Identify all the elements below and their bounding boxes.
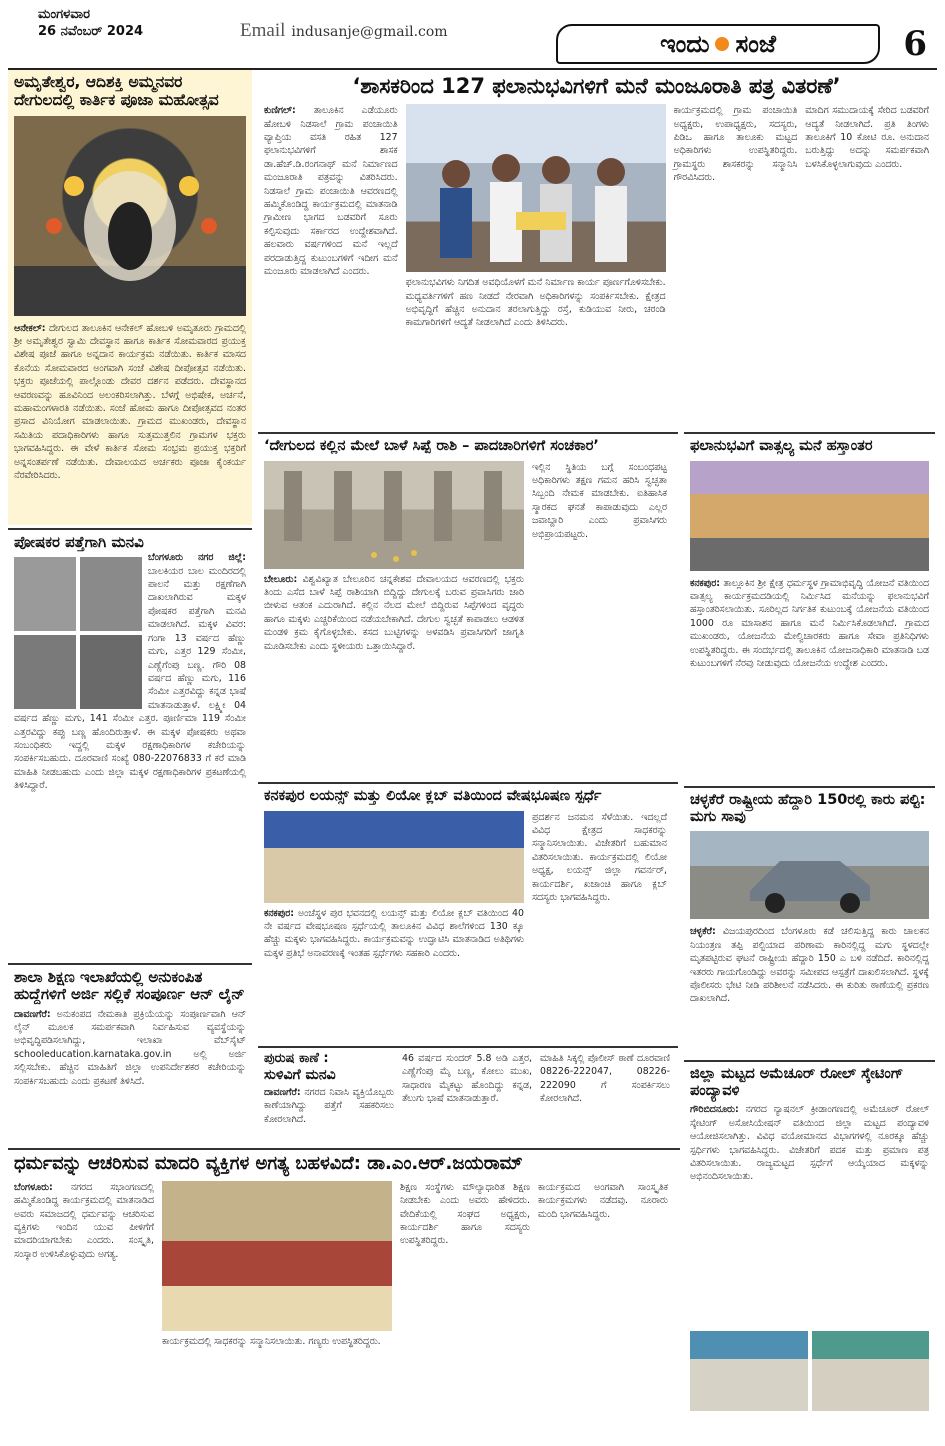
masthead [8,0,937,70]
body-text: ತಾಲ್ಲೂಕಿನ ಶ್ರೀ ಕ್ಷೇತ್ರ ಧರ್ಮಸ್ಥಳ ಗ್ರಾಮಾಭಿವೃದ್ಧಿ ಯೋಜನೆ ವತಿಯಿಂದ ವಾತ್ಸಲ್ಯ ಕಾರ್ಯಕ್ರಮದಡಿಯಲ್ಲಿ ನಿರ್ಮಿಸಿದ ಮನೆಯನ್ನು ಫಲಾನುಭವಿಗೆ ಹಸ್ತಾಂತರಿಸಲಾಯಿತು. ಸೂರಿಲ್ಲದ ನಿರ್ಗತಿಕ ಕುಟುಂಬಕ್ಕೆ ಯೋಜನೆಯ ವತಿಯಿಂದ 1000 ರೂ ಮಾಸಾಶನ ಹಾಗೂ ಮನೆ ನಿರ್ಮಿಸಿಕೊಡಲಾಗಿದೆ. ಗ್ರಾಮದ ಮುಖಂಡರು, ಯೋಜನೆಯ ಮೇಲ್ವಿಚಾರಕರು ಹಾಗೂ ಸೇವಾ ಪ್ರತಿನಿಧಿಗಳು ಉಪಸ್ಥಿತರಿದ್ದರು. ಈ ಸಂದರ್ಭದಲ್ಲಿ ತಾಲೂಕಿನ ಯೋಜನಾಧಿಕಾರಿ ಮಾತನಾಡಿ ಬಡ ಕುಟುಂಬಗಳಿಗೆ ನೆರವು ನೀಡುವುದು ಯೋಜನೆಯ ಉದ್ದೇಶ ಎಂದರು. [690,577,929,670]
headline: ‘ಶಾಸಕರಿಂದ 127 ಫಲಾನುಭವಿಗಳಿಗೆ ಮನೆ ಮಂಜೂರಾತಿ ಪತ್ರ ವಿತರಣೆ’ [352,74,841,98]
story-column: ಕಾರ್ಯಕ್ರಮದಲ್ಲಿ ಗ್ರಾಮ ಪಂಚಾಯಿತಿ ಅಧ್ಯಕ್ಷರು, ಉಪಾಧ್ಯಕ್ಷರು, ಸದಸ್ಯರು, ಪಿಡಿಒ ಹಾಗೂ ತಾಲೂಕು ಮಟ್ಟದ ಅಧಿಕಾರಿಗಳು ಉಪಸ್ಥಿತರಿದ್ದರು. ಗ್ರಾಮಸ್ಥರು ಶಾಸಕರನ್ನು ಸನ್ಮಾನಿಸಿ ಗೌರವಿಸಿದರು. [673,105,798,184]
banana-left [264,461,524,653]
children-photo-grid [14,557,142,709]
dateline: ದಾವಣಗೆರೆ: [14,1008,51,1020]
madara-story [8,1148,680,1440]
pillars-illustration [264,461,524,569]
email-label: Email [240,20,286,41]
body-text: ದೇಗುಲ ಸ್ವಚ್ಛತೆ ಕಾಪಾಡಲು ಆಡಳಿತ ಮಂಡಳಿ ಕ್ರಮ ಕೈಗೊಳ್ಳಬೇಕು. ಕಸದ ಬುಟ್ಟಿಗಳನ್ನು ಅಳವಡಿಸಿ ಪ್ರವಾಸಿಗರಿಗೆ ಜಾಗೃತಿ ಮೂಡಿಸಬೇಕು ಎಂದು ಸ್ಥಳೀಯರು ಒತ್ತಾಯಿಸಿದ್ದಾರೆ. [264,613,524,652]
skating-story [684,1060,935,1440]
car-photo [690,831,929,919]
temple-festival-story [8,70,252,525]
banana-peel-story [258,432,678,780]
kicker: ಪುರುಷ ಕಾಣೆ : [264,1051,329,1066]
email-address[interactable]: indusanje@gmail.com [291,24,448,40]
paper-logo-left: ಇಂದು [660,30,710,58]
story-column: ಕಾರ್ಯಕ್ರಮದಲ್ಲಿ ಸಾಧಕರನ್ನು ಸನ್ಮಾನಿಸಲಾಯಿತು. ಗಣ್ಯರು ಉಪಸ್ಥಿತರಿದ್ದರು. [162,1335,381,1347]
deity-illustration [14,116,246,316]
headline: ಸುಳಿವಿಗೆ ಮನವಿ [264,1066,336,1083]
child-photo [80,557,142,631]
body-text: ದೇಗುಲದ ತಾಲೂಕಿನ ಆನೇಕಲ್ ಹೋಬಳಿ ಅಮೃತೂರು ಗ್ರಾಮದಲ್ಲಿ ಶ್ರೀ ಅಮೃತೇಶ್ವರ ಸ್ವಾಮಿ ದೇವಸ್ಥಾನ ಹಾಗೂ ಕಾರ್ತಿಕ ಸೋಮವಾರದ ಪ್ರಯುಕ್ತ ವಿಶೇಷ ಪೂಜೆ ಹಾಗೂ ಅನ್ನದಾನ ಕಾರ್ಯಕ್ರಮ ನಡೆಯಿತು. ಕಾರ್ತಿಕ ಮಾಸದ ಕೊನೆಯ ಸೋಮವಾರದ ಅಂಗವಾಗಿ ಸಂಜೆ ವಿಶೇಷ ದೀಪೋತ್ಸವ ನಡೆಯಿತು. ಭಕ್ತರು ಪೂಜೆಯಲ್ಲಿ ಪಾಲ್ಗೊಂಡು ದೇವರ ದರ್ಶನ ಪಡೆದರು. ದೇವಸ್ಥಾನದ ಆವರಣವನ್ನು ಹೂವಿನಿಂದ ಅಲಂಕರಿಸಲಾಗಿತ್ತು. ಬೆಳಗ್ಗೆ ಅಭಿಷೇಕ, ಅರ್ಚನೆ, ಮಹಾಮಂಗಳಾರತಿ ನಡೆಯಿತು. ಸಂಜೆ ಹೋಮ ಹಾಗೂ ದೀಪೋತ್ಸವದ ನಂತರ ಪ್ರಸಾದ ವಿನಿಯೋಗ ಮಾಡಲಾಯಿತು. ಗ್ರಾಮದ ಮುಖಂಡರು, ದೇವಸ್ಥಾನ ಸಮಿತಿಯ ಪದಾಧಿಕಾರಿಗಳು ಹಾಗೂ ಸುತ್ತಮುತ್ತಲಿನ ಗ್ರಾಮಗಳ ಭಕ್ತರು ಭಾಗವಹಿಸಿದ್ದರು. ಈ ವೇಳೆ ಕಾರ್ತಿಕ ಸೋಮ ಸಂಭ್ರಮ ಪ್ರಯುಕ್ತ ಭಕ್ತರಿಗೆ ಅನ್ನಸಂತರ್ಪಣೆ ನಡೆಯಿತು. ದೇವಾಲಯದ ಅರ್ಚಕರು ಪೂಜಾ ಕೈಂಕರ್ಯ ನೆರವೇರಿಸಿದರು. [14,322,246,482]
headline: ಧರ್ಮವನ್ನು ಆಚರಿಸುವ ಮಾದರಿ ವ್ಯಕ್ತಿಗಳ ಅಗತ್ಯ ಬಹಳವಿದೆ: ಡಾ.ಎಂ.ಆರ್.ಜಯರಾಮ್ [14,1153,523,1174]
headline: ಶಾಲಾ ಶಿಕ್ಷಣ ಇಲಾಖೆಯಲ್ಲಿ ಅನುಕಂಪಿತ ಹುದ್ದೆಗಳಿಗೆ ಅರ್ಜಿ ಸಲ್ಲಿಕೆ ಸಂಪೂರ್ಣ ಆನ್ ಲೈನ್ [14,968,245,1004]
body-text: ವಿಜಯಪುರದಿಂದ ಬೆಂಗಳೂರು ಕಡೆ ಚಲಿಸುತ್ತಿದ್ದ ಕಾರು ಚಾಲಕನ ನಿಯಂತ್ರಣ ತಪ್ಪಿ ಪಲ್ಟಿಯಾದ ಪರಿಣಾಮ ಕಾರಿನಲ್ಲಿದ್ದ ಮಗು ಸ್ಥಳದಲ್ಲೇ ಮೃತಪಟ್ಟಿರುವ ಘಟನೆ ರಾಷ್ಟ್ರೀಯ ಹೆದ್ದಾರಿ 150 ಎ ಬಳಿ ನಡೆದಿದೆ. ಕಾರಿನಲ್ಲಿದ್ದ ಇತರರು ಗಾಯಗೊಂಡಿದ್ದು ಅವರನ್ನು ಸಮೀಪದ ಆಸ್ಪತ್ರೆಗೆ ದಾಖಲಿಸಲಾಗಿದೆ. ಸ್ಥಳಕ್ಕೆ ಪೊಲೀಸರು ಭೇಟಿ ನೀಡಿ ಪರಿಶೀಲನೆ ನಡೆಸಿದರು. ಈ ಕುರಿತು ಠಾಣೆಯಲ್ಲಿ ಪ್ರಕರಣ ದಾಖಲಾಗಿದೆ. [690,926,929,1005]
headline: ಫಲಾನುಭವಿಗೆ ವಾತ್ಸಲ್ಯ ಮನೆ ಹಸ್ತಾಂತರ [690,438,873,454]
car-accident-story [684,786,935,1056]
headline: ಚಳ್ಳಕೆರೆ ರಾಷ್ಟ್ರೀಯ ಹೆದ್ದಾರಿ 150ರಲ್ಲಿ ಕಾರು ಪಲ್ಟಿ: ಮಗು ಸಾವು [690,792,926,825]
dateline: ಬೆಂಗಳೂರು: [14,1181,53,1193]
felicitation-photo [162,1181,392,1331]
skating-photo [812,1331,929,1411]
lions-club-story [258,782,678,1044]
dateline: ಕನಕಪುರ: [690,577,720,589]
paper-logo [556,24,880,64]
dateline: ಆನೇಕಲ್: [14,322,46,334]
body-text: ನಗರದ ಸಭಾಂಗಣದಲ್ಲಿ ಹಮ್ಮಿಕೊಂಡಿದ್ದ ಕಾರ್ಯಕ್ರಮದಲ್ಲಿ ಮಾತನಾಡಿದ ಅವರು ಸಮಾಜದಲ್ಲಿ ಧರ್ಮವನ್ನು ಆಚರಿಸುವ ವ್ಯಕ್ತಿಗಳು ಇಂದಿನ ಯುವ ಪೀಳಿಗೆಗೆ ಮಾದರಿಯಾಗಬೇಕು ಎಂದರು. ಸಂಸ್ಕೃತಿ, ಸಂಸ್ಕಾರ ಉಳಿಸಿಕೊಳ್ಳುವುದು ಅಗತ್ಯ. [14,1181,154,1260]
date-block [38,6,143,40]
missing-children-story [8,528,252,960]
story-body [690,577,929,671]
sun-icon [715,37,729,51]
body-text: ಅಂಚೆಸ್ಥಳ ಪುರ ಭವನದಲ್ಲಿ ಲಯನ್ಸ್ ಮತ್ತು ಲಿಯೋ ಕ್ಲಬ್ ವತಿಯಿಂದ 40 ನೇ ವರ್ಷದ ವೇಷಭೂಷಣ ಸ್ಪರ್ಧೆಯಲ್ಲಿ ತಾಲೂಕಿನ ವಿವಿಧ ಶಾಲೆಗಳಿಂದ 130 ಕ್ಕೂ ಹೆಚ್ಚು ಮಕ್ಕಳು ಭಾಗವಹಿಸಿದ್ದರು. ಕಾರ್ಯಕ್ರಮವನ್ನು ಉದ್ಘಾಟಿಸಿ ಮಾತನಾಡಿದ ಅತಿಥಿಗಳು ಮಕ್ಕಳ ಪ್ರತಿಭೆ ಅನಾವರಣಕ್ಕೆ ಇಂತಹ ಸ್ಪರ್ಧೆಗಳು ಸಹಕಾರಿ ಎಂದರು. [264,907,524,959]
temple-pillars-photo [264,461,524,569]
child-photo [14,635,76,709]
story-column: ಫಲಾನುಭವಿಗಳು ನಿಗದಿತ ಅವಧಿಯೊಳಗೆ ಮನೆ ನಿರ್ಮಾಣ ಕಾರ್ಯ ಪೂರ್ಣಗೊಳಿಸಬೇಕು. ಮಧ್ಯವರ್ತಿಗಳಿಗೆ ಹಣ ನೀಡದೆ ನೇರವಾಗಿ ಅಧಿಕಾರಿಗಳನ್ನು ಸಂಪರ್ಕಿಸಬೇಕು. ಕ್ಷೇತ್ರದ ಅಭಿವೃದ್ಧಿಗೆ ಹೆಚ್ಚಿನ ಅನುದಾನ ತರಲಾಗುತ್ತಿದ್ದು ರಸ್ತೆ, ಕುಡಿಯುವ ನೀರು, ಚರಂಡಿ ಕಾಮಗಾರಿಗಳಿಗೆ ಆದ್ಯತೆ ನೀಡಲಾಗಿದೆ ಎಂದು ತಿಳಿಸಿದರು. [405,277,666,329]
story-column: ಕಾರ್ಯಕ್ರಮದ ಅಂಗವಾಗಿ ಸಾಂಸ್ಕೃತಿಕ ಕಾರ್ಯಕ್ರಮಗಳು ನಡೆದವು. ನೂರಾರು ಮಂದಿ ಭಾಗವಹಿಸಿದ್ದರು. [538,1181,668,1220]
missing-man-left [264,1052,394,1126]
body-text: ನಗರದ ನಿವಾಸಿ ವ್ಯಕ್ತಿಯೊಬ್ಬರು ಕಾಣೆಯಾಗಿದ್ದು ಪತ್ತೆಗೆ ಸಹಕರಿಸಲು ಕೋರಲಾಗಿದೆ. [264,1087,394,1125]
story-column [400,1181,530,1348]
story-column [532,811,667,961]
body-text: ಪ್ರದರ್ಶನ ಜನಮನ ಸೆಳೆಯಿತು. ಇದಲ್ಲದೆ ವಿವಿಧ ಕ್ಷೇತ್ರದ ಸಾಧಕರನ್ನು ಸನ್ಮಾನಿಸಲಾಯಿತು. ವಿಜೇತರಿಗೆ ಬಹುಮಾನ ವಿತರಿಸಲಾಯಿತು. [532,811,667,863]
headline: ‘ದೇಗುಲದ ಕಲ್ಲಿನ ಮೇಲೆ ಬಾಳೆ ಸಿಪ್ಪೆ ರಾಶಿ – ಪಾದಚಾರಿಗಳಿಗೆ ಸಂಚಕಾರ’ [264,438,599,454]
lead-story-columns [264,104,929,330]
dateline: ಬೇಲೂರು: [264,573,298,585]
page-number: 6 [903,24,927,64]
body-text: ನಗರದ ನ್ಯಾಷನಲ್ ಕ್ರೀಡಾಂಗಣದಲ್ಲಿ ಅಮೆಚೂರ್ ರೋಲ್ ಸ್ಕೇಟಿಂಗ್ ಅಸೋಸಿಯೇಷನ್ ವತಿಯಿಂದ ಜಿಲ್ಲಾ ಮಟ್ಟದ ಪಂದ್ಯಾವಳಿ ಆಯೋಜಿಸಲಾಗಿತ್ತು. ವಿವಿಧ ವಯೋಮಾನದ ವಿಭಾಗಗಳಲ್ಲಿ ನೂರಕ್ಕೂ ಹೆಚ್ಚು ಸ್ಪರ್ಧಿಗಳು ಭಾಗವಹಿಸಿದ್ದರು. ವಿಜೇತರಿಗೆ ಪದಕ ಮತ್ತು ಪ್ರಮಾಣ ಪತ್ರ ವಿತರಿಸಲಾಯಿತು. ರಾಜ್ಯಮಟ್ಟದ ಸ್ಪರ್ಧೆಗೆ ಆಯ್ಕೆಯಾದ ಮಕ್ಕಳನ್ನು ಅಭಿನಂದಿಸಲಾಯಿತು. [690,1104,929,1183]
dateline: ಕುಣಿಗಲ್: [264,105,296,117]
story-body [690,925,929,1005]
dateline: ಚಳ್ಳಕೆರೆ: [690,926,716,938]
handover-photo [690,461,929,571]
madara-columns [14,1181,674,1348]
vatsalya-home-story [684,432,935,782]
headline: ಕನಕಪುರ ಲಯನ್ಸ್ ಮತ್ತು ಲಿಯೋ ಕ್ಲಬ್ ವತಿಯಿಂದ ವೇಷಭೂಷಣ ಸ್ಪರ್ಧೆ [264,788,602,804]
story-body [690,1103,929,1325]
body-text: ಶಿಕ್ಷಣ ಸಂಸ್ಥೆಗಳು ಮೌಲ್ಯಾಧಾರಿತ ಶಿಕ್ಷಣ ನೀಡಬೇಕು ಎಂದು ಅವರು ಹೇಳಿದರು. [400,1181,530,1207]
madara-photo-col [162,1181,392,1348]
body-text: ವೇದಿಕೆಯಲ್ಲಿ ಸಂಘದ ಅಧ್ಯಕ್ಷರು, ಕಾರ್ಯದರ್ಶಿ ಹಾಗೂ ಸದಸ್ಯರು ಉಪಸ್ಥಿತರಿದ್ದರು. [400,1208,530,1247]
dateline: ಕನಕಪುರ: [264,907,294,919]
story-body [14,322,246,483]
issue-date: 26 ನವೆಂಬರ್ 2024 [38,24,144,39]
body-text: ತಾಲೂಕಿನ ಎಡೆಯೂರು ಹೋಬಳಿ ನಿಡಸಾಲೆ ಗ್ರಾಮ ಪಂಚಾಯಿತಿ ವ್ಯಾಪ್ತಿಯ ವಸತಿ ರಹಿತ 127 ಫಲಾನುಭವಿಗಳಿಗೆ ಶಾಸಕ ಡಾ.ಹೆಚ್.ಡಿ.ರಂಗನಾಥ್ ಮನೆ ನಿರ್ಮಾಣದ ಮಂಜೂರಾತಿ ಪತ್ರವನ್ನು ವಿತರಿಸಿದರು. ನಿಡಸಾಲೆ ಗ್ರಾಮ ಪಂಚಾಯಿತಿ ಆವರಣದಲ್ಲಿ ಹಮ್ಮಿಕೊಂಡಿದ್ದ ಕಾರ್ಯಕ್ರಮದಲ್ಲಿ ಮಾತನಾಡಿ ಗ್ರಾಮೀಣ ಭಾಗದ ಬಡವರಿಗೆ ಸೂರು ಕಲ್ಪಿಸುವುದು ಸರ್ಕಾರದ ಉದ್ದೇಶವಾಗಿದೆ. ಹಲವಾರು ವರ್ಷಗಳಿಂದ ಮನೆ ಇಲ್ಲದೆ ಪರದಾಡುತ್ತಿದ್ದ ಕುಟುಂಬಗಳಿಗೆ ಇದೀಗ ಮನೆ ಮಂಜೂರು ಮಾಡಲಾಗಿದೆ ಎಂದರು. [264,105,398,278]
school-education-story [8,963,252,1143]
headline: ಜಿಲ್ಲಾ ಮಟ್ಟದ ಅಮೆಚೂರ್ ರೋಲ್ ಸ್ಕೇಟಿಂಗ್ ಪಂದ್ಯಾವಳಿ [690,1066,904,1099]
body-text: ಕಾರ್ಯಕ್ರಮದಲ್ಲಿ ಲಿಯೋ ಅಧ್ಯಕ್ಷ, ಲಯನ್ಸ್ ಜಿಲ್ಲಾ ಗವರ್ನರ್, ಕಾರ್ಯದರ್ಶಿ, ಖಜಾಂಚಿ ಹಾಗೂ ಕ್ಲಬ್ ಸದಸ್ಯರು ಭಾಗವಹಿಸಿದ್ದರು. [532,851,668,904]
lead-photo-area [406,104,666,330]
ceremony-illustration [406,104,666,272]
lions-left [264,811,524,961]
lead-story [258,70,935,430]
temple-photo [14,116,246,316]
missing-man-story [258,1046,678,1146]
body-text: ಅನುಕಂಪದ ನೇಮಕಾತಿ ಪ್ರಕ್ರಿಯೆಯನ್ನು ಸಂಪೂರ್ಣವಾಗಿ ಆನ್ ಲೈನ್ ಮೂಲಕ ಸಮರ್ಪಕವಾಗಿ ನಿರ್ವಹಿಸುವ ವ್ಯವಸ್ಥೆಯನ್ನು ಅಭಿವೃದ್ಧಿಪಡಿಸಲಾಗಿದ್ದು, ಇಲಾಖಾ ವೆಬ್‌ಸೈಟ್ schooleducation.karnataka.gov.in ಅಲ್ಲಿ ಅರ್ಜಿ ಸಲ್ಲಿಸಬೇಕು. ಹೆಚ್ಚಿನ ಮಾಹಿತಿಗೆ ಜಿಲ್ಲಾ ಉಪನಿರ್ದೇಶಕರ ಕಚೇರಿಯನ್ನು ಸಂಪರ್ಕಿಸಬಹುದು ಎಂದು ಪ್ರಕಟಣೆ ತಿಳಿಸಿದೆ. [14,1008,247,1087]
lead-photo [406,104,666,272]
headline: ಪೋಷಕರ ಪತ್ತೆಗಾಗಿ ಮನವಿ [14,533,144,551]
story-column: ಮಾದಿಗ ಸಮುದಾಯಕ್ಕೆ ಸೇರಿದ ಬಡವರಿಗೆ ಆದ್ಯತೆ ನೀಡಲಾಗಿದೆ. ಪ್ರತಿ ತಿಂಗಳು ತಾಲೂಕಿಗೆ 10 ಕೋಟಿ ರೂ. ಅನುದಾನ ಬರುತ್ತಿದ್ದು ಅದನ್ನು ಸಮರ್ಪಕವಾಗಿ ಬಳಸಿಕೊಳ್ಳಲಾಗುವುದು ಎಂದರು. [805,105,929,170]
skating-photos [690,1331,929,1411]
story-column [264,573,524,653]
paper-logo-right: ಸಂಜೆ [735,30,776,58]
weekday: ಮಂಗಳವಾರ [38,7,91,22]
missing-man-columns [264,1052,672,1126]
story-column: 46 ವರ್ಷದ ಸುಂದರ್ 5.8 ಅಡಿ ಎತ್ತರ, ಎಣ್ಣೆಗೆಂಪು ಮೈ ಬಣ್ಣ, ಕೋಲು ಮುಖ, ಸಾಧಾರಣ ಮೈಕಟ್ಟು ಹೊಂದಿದ್ದು ಕನ್ನಡ, ತೆಲುಗು ಭಾಷೆ ಮಾತನಾಡುತ್ತಾರೆ. [402,1053,532,1105]
email-line [240,20,448,42]
dateline: ದಾವಣಗೆರೆ: [264,1087,301,1099]
banana-columns [264,461,672,653]
child-photo [80,635,142,709]
story-body [14,1008,246,1088]
story-column [264,104,398,330]
skating-photo [690,1331,808,1411]
story-column: ಮಾಹಿತಿ ಸಿಕ್ಕಲ್ಲಿ ಪೊಲೀಸ್ ಠಾಣೆ ದೂರವಾಣಿ 08226-222047, 08226-222090 ಗೆ ಸಂಪರ್ಕಿಸಲು ಕೋರಲಾಗಿದೆ. [540,1053,670,1105]
car-illustration [690,831,929,919]
story-column [14,1181,154,1348]
child-photo [14,557,76,631]
body-text: ವಿಶ್ವವಿಖ್ಯಾತ ಬೇಲೂರಿನ ಚನ್ನಕೇಶವ ದೇವಾಲಯದ ಆವರಣದಲ್ಲಿ ಭಕ್ತರು ತಿಂದು ಎಸೆದ ಬಾಳೆ ಸಿಪ್ಪೆ ರಾಶಿಯಾಗಿ ಬಿದ್ದಿದ್ದು ದೇಗುಲಕ್ಕೆ ಬರುವ ಪ್ರವಾಸಿಗರು ಜಾರಿ ಬೀಳುವ ಆತಂಕ ಎದುರಾಗಿದೆ. ಕಲ್ಲಿನ ನೆಲದ ಮೇಲೆ ಬಿದ್ದಿರುವ ಸಿಪ್ಪೆಗಳಿಂದ ವೃದ್ಧರು ಹಾಗೂ ಮಕ್ಕಳು ಎಚ್ಚರಿಕೆಯಿಂದ ನಡೆಯಬೇಕಾಗಿದೆ. [264,573,524,625]
lions-columns [264,811,672,961]
dateline: ಗೌರಿಬಿದನೂರು: [690,1104,739,1116]
dateline: ಬೆಂಗಳೂರು ನಗರ ಜಿಲ್ಲೆ: [148,552,246,564]
body-text: ಬಾಲಕಿಯರ ಬಾಲ ಮಂದಿರದಲ್ಲಿ ಪಾಲನೆ ಮತ್ತು ರಕ್ಷಣೆಗಾಗಿ ದಾಖಲಾಗಿರುವ ಮಕ್ಕಳ ಪೋಷಕರ ಪತ್ತೆಗಾಗಿ ಮನವಿ ಮಾಡಲಾಗಿದೆ. ಮಕ್ಕಳ ವಿವರ: ಗಂಗಾ 13 ವರ್ಷದ ಹೆಣ್ಣು ಮಗು, ಎತ್ತರ 129 ಸೆಂಮೀ, ಎಣ್ಣೆಗೆಂಪು ಬಣ್ಣ. ಗೌರಿ 08 ವರ್ಷದ ಹೆಣ್ಣು ಮಗು, 116 ಸೆಂಮೀ ಎತ್ತರವಿದ್ದು ಕನ್ನಡ ಭಾಷೆ ಮಾತನಾಡುತ್ತಾಳೆ. ಲಕ್ಷ್ಮೀ 04 ವರ್ಷದ ಹೆಣ್ಣು ಮಗು, 141 ಸೆಂಮೀ ಎತ್ತರ. ಪೂರ್ಣಿಮಾ 119 ಸೆಂಮೀ ಎತ್ತರವಿದ್ದು ಕಪ್ಪು ಬಣ್ಣ ಹೊಂದಿರುತ್ತಾಳೆ. ಈ ಮಕ್ಕಳ ಪೋಷಕರು ಅಥವಾ ಸಂಬಂಧಿಕರು ಇದ್ದಲ್ಲಿ ಮಕ್ಕಳ ರಕ್ಷಣಾಧಿಕಾರಿಗಳ ಕಚೇರಿಯನ್ನು ಸಂಪರ್ಕಿಸಬಹುದು. ದೂರವಾಣಿ ಸಂಖ್ಯೆ 080-22076833 ಗೆ ಕರೆ ಮಾಡಿ ಮಾಹಿತಿ ನೀಡಬಹುದು ಎಂದು ಜಿಲ್ಲಾ ಮಕ್ಕಳ ರಕ್ಷಣಾಧಿಕಾರಿಗಳ ಪ್ರಕಟಣೆಯಲ್ಲಿ ತಿಳಿಸಿದ್ದಾರೆ. [14,565,246,792]
story-column [264,1086,394,1126]
story-column: ಇಲ್ಲಿನ ಸ್ಥಿತಿಯ ಬಗ್ಗೆ ಸಂಬಂಧಪಟ್ಟ ಅಧಿಕಾರಿಗಳು ತಕ್ಷಣ ಗಮನ ಹರಿಸಿ ಸ್ವಚ್ಛತಾ ಸಿಬ್ಬಂದಿ ನೇಮಕ ಮಾಡಬೇಕು. ಐತಿಹಾಸಿಕ ಸ್ಮಾರಕದ ಘನತೆ ಕಾಪಾಡುವುದು ಎಲ್ಲರ ಜವಾಬ್ದಾರಿ ಎಂದು ಪ್ರವಾಸಿಗರು ಅಭಿಪ್ರಾಯಪಟ್ಟರು. [532,461,667,540]
lions-event-photo [264,811,524,903]
headline: ಅಮೃತೇಶ್ವರ, ಆದಿಶಕ್ತಿ ಅಮ್ಮನವರ ದೇಗುಲದಲ್ಲಿ ಕಾರ್ತಿಕ ಪೂಜಾ ಮಹೋತ್ಸವ [14,73,219,109]
story-column [264,907,524,961]
